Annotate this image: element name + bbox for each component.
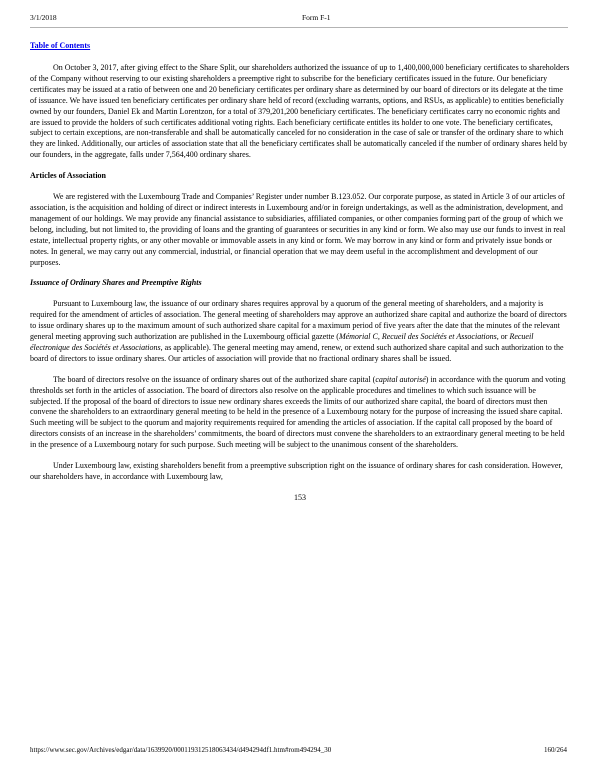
text-segment: The board of directors resolve on the issuance of ordinary shares out of the authorized share capital ( bbox=[53, 374, 376, 384]
paragraph-preemptive-subscription: Under Luxembourg law, existing shareholders benefit from a preemptive subscription right on the issuance of ordinary shares for cash consideration. However, our shareholders have, in accordance with Luxembourg law, bbox=[30, 461, 563, 481]
document-body bbox=[30, 63, 570, 514]
paragraph-issuance-approval bbox=[30, 299, 570, 364]
text-segment: , or bbox=[496, 332, 510, 342]
paragraph-board-resolution bbox=[30, 375, 570, 451]
heading-articles-of-association: Articles of Association bbox=[30, 171, 106, 181]
gazette-name-italic: Recueil électronique des Sociétés et Associations bbox=[30, 332, 534, 352]
text-segment: ) in accordance with the quorum and voting thresholds set forth in the articles of association. The board of directors also resolve on the applicable procedures and timelines to which such issuance will be subjected. If the proposal of the board of directors to issue new ordinary shares exceeds the limits of our authorized share capital, the board of directors must then convene the shareholders to an extraordinary general meeting to be held in the presence of a Luxembourg notary for the purpose of increasing the issued share capital. Such meeting will be subject to the quorum and majority requirements required for amending the articles of association. If the capital call proposed by the board of directors consists of an increase in the shareholders’ commitments, the board of directors must convene the shareholders to an extraordinary general meeting to be held in the presence of a Luxembourg notary for such purpose. Such meeting will be subject to the unanimous consent of the shareholders. bbox=[30, 374, 566, 450]
paragraph-registration-purpose: We are registered with the Luxembourg Trade and Companies’ Register under number B.123.052. Our corporate purpose, as stated in Article 3 of our articles of association, is the acquisition and holding of direct or indirect interests in Luxembourg and/or in foreign undertakings, as well as the administration, development, and management of our holdings. We may provide any financial assistance to subsidiaries, affiliated companies, or other companies forming part of the group of which we belong, including, but not limited to, the providing of loans and the granting of guarantees or securities in any kind or form. We also may use our funds to invest in real estate, intellectual property rights, or any other movable or immovable assets in any kind or form. We may borrow in any kind or form and privately issue bonds or notes. In general, we may carry out any commercial, industrial, or financial operation that we may deem useful in the accomplishment and development of our purposes. bbox=[30, 192, 566, 267]
document-title: Form F-1 bbox=[302, 13, 331, 22]
print-date: 3/1/2018 bbox=[30, 13, 57, 22]
page-number: 153 bbox=[294, 492, 306, 502]
heading-issuance-preemptive-rights: Issuance of Ordinary Shares and Preemptive Rights bbox=[30, 278, 202, 288]
paragraph-beneficiary-certificates: On October 3, 2017, after giving effect to the Share Split, our shareholders authorized the issuance of up to 1,400,000,000 beneficiary certificates to shareholders of the Company without reserving to our existing shareholders a preemptive right to subscribe for the beneficiary certificates issued in the future. Our beneficiary certificates may be issued at a ratio of between one and 20 beneficiary certificates per ordinary share as determined by our board of directors or its delegate at the time of issuance. We have issued ten beneficiary certificates per ordinary share held of record (excluding warrants, options, and RSUs, as applicable) to entities beneficially owned by our founders, Daniel Ek and Martin Lorentzon, for a total of 379,201,200 beneficiary certificates. The beneficiary certificates carry no economic rights and are issued to provide the holders of such certificates additional voting rights. Each beneficiary certificate entitles its holder to one vote. The beneficiary certificates, subject to certain exceptions, are non-transferable and shall be automatically canceled for no consideration in the case of sale or transfer of the ordinary share to which they are linked. Additionally, our articles of association state that all the beneficiary certificates shall be automatically canceled if the number of ordinary shares held by our founders, in the aggregate, falls under 7,564,400 ordinary shares. bbox=[30, 63, 570, 160]
table-of-contents-link[interactable]: Table of Contents bbox=[30, 41, 91, 50]
text-segment: Pursuant to Luxembourg law, the issuance of our ordinary shares requires approval by a quorum of the general meeting of shareholders, and a majority is required for the amendment of articles of association. The general meeting of shareholders may approve an authorized share capital and authorize the board of directors to issue ordinary shares up to the maximum amount of such authorized share capital for a maximum period of five years after the date that the minutes of the relevant general meeting approving such authorization are published in the Luxembourg official gazette ( bbox=[30, 299, 567, 342]
capital-autorise-italic: capital autorisé bbox=[375, 374, 426, 384]
gazette-name-italic: Mémorial C, Recueil des Sociétés et Associations bbox=[338, 332, 497, 342]
source-url: https://www.sec.gov/Archives/edgar/data/1639920/000119312518063434/d494294df1.htm#rom494294_30 bbox=[30, 746, 332, 754]
print-footer bbox=[30, 746, 567, 755]
text-segment: , as applicable). The general meeting may amend, renew, or extend such authorized share capital and such authorization to the board of directors to issue ordinary shares. Our articles of association will provide that no fractional ordinary shares shall be issued. bbox=[30, 342, 564, 363]
header-divider bbox=[30, 27, 568, 28]
page-indicator: 160/264 bbox=[544, 746, 567, 754]
